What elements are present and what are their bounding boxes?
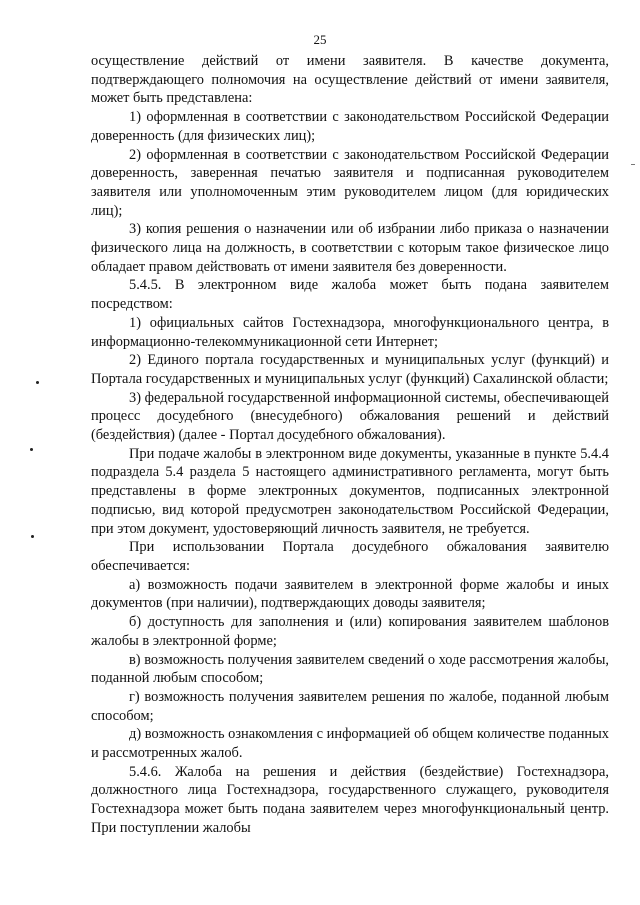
paragraph-item-g: г) возможность получения заявителем решения по жалобе, поданной любым способом;: [91, 688, 609, 724]
paragraph-item-2-power-of-attorney-legal-entities: 2) оформленная в соответствии с законодательством Российской Федерации доверенность, заверенная печатью заявителя и подписанная руководителем заявителя или уполномоченным этим руководителем лицом (для юридических лиц);: [91, 146, 609, 219]
document-body: [91, 52, 609, 838]
paragraph-5-4-6: 5.4.6. Жалоба на решения и действия (бездействие) Гостехнадзора, должностного лица Гостехнадзора, государственного служащего, руководителя Гостехнадзора может быть подана заявителем через многофункциональный центр. При поступлении жалобы: [91, 763, 609, 836]
paragraph-channel-3-federal-system: 3) федеральной государственной информационной системы, обеспечивающей процесс досудебного (внесудебного) обжалования решений и действий (бездействия) (далее - Портал досудебного обжалования).: [91, 389, 609, 444]
paragraph-5-4-5: 5.4.5. В электронном виде жалоба может быть подана заявителем посредством:: [91, 277, 609, 313]
paragraph-item-b: б) доступность для заполнения и (или) копирования заявителем шаблонов жалобы в электронной форме;: [91, 614, 609, 649]
scan-dot-mark: [36, 381, 39, 384]
paragraph-item-3-appointment-decision: 3) копия решения о назначении или об избрании либо приказа о назначении физического лица на должность, в соответствии с которым такое физическое лицо обладает правом действовать от имени заявителя без доверенности.: [91, 221, 609, 275]
scan-dot-mark: [30, 448, 33, 451]
paragraph-item-v: в) возможность получения заявителем сведений о ходе рассмотрения жалобы, поданной любым способом;: [91, 651, 609, 687]
paragraph-authority-intro: осуществление действий от имени заявителя. В качестве документа, подтверждающего полномочия на осуществление действий от имени заявителя, может быть представлена:: [91, 53, 609, 107]
paragraph-channel-1-official-sites: 1) официальных сайтов Гостехнадзора, многофункционального центра, в информационно-телекоммуникационной сети Интернет;: [91, 314, 609, 350]
paragraph-channel-2-unified-portal: 2) Единого портала государственных и муниципальных услуг (функций) и Портала государственных и муниципальных услуг (функций) Сахалинской области;: [91, 352, 609, 387]
scan-tick-mark: [631, 164, 635, 165]
paragraph-electronic-documents: При подаче жалобы в электронном виде документы, указанные в пункте 5.4.4 подраздела 5.4 раздела 5 настоящего административного регламента, могут быть представлены в форме электронных документов, подписанных электронной подписью, вид которой предусмотрен законодательством Российской Федерации, при этом документ, удостоверяющий личность заявителя, не требуется.: [91, 445, 609, 537]
paragraph-item-d: д) возможность ознакомления с информацией об общем количестве поданных и рассмотренных жалоб.: [91, 726, 609, 762]
scan-dot-mark: [31, 535, 34, 538]
paragraph-portal-provides: При использовании Портала досудебного обжалования заявителю обеспечивается:: [91, 539, 609, 574]
paragraph-item-1-power-of-attorney-individuals: 1) оформленная в соответствии с законодательством Российской Федерации доверенность (для физических лиц);: [91, 109, 609, 144]
paragraph-item-a: а) возможность подачи заявителем в электронной форме жалобы и иных документов (при наличии), подтверждающих доводы заявителя;: [91, 576, 609, 612]
page-number: 25: [313, 32, 327, 47]
